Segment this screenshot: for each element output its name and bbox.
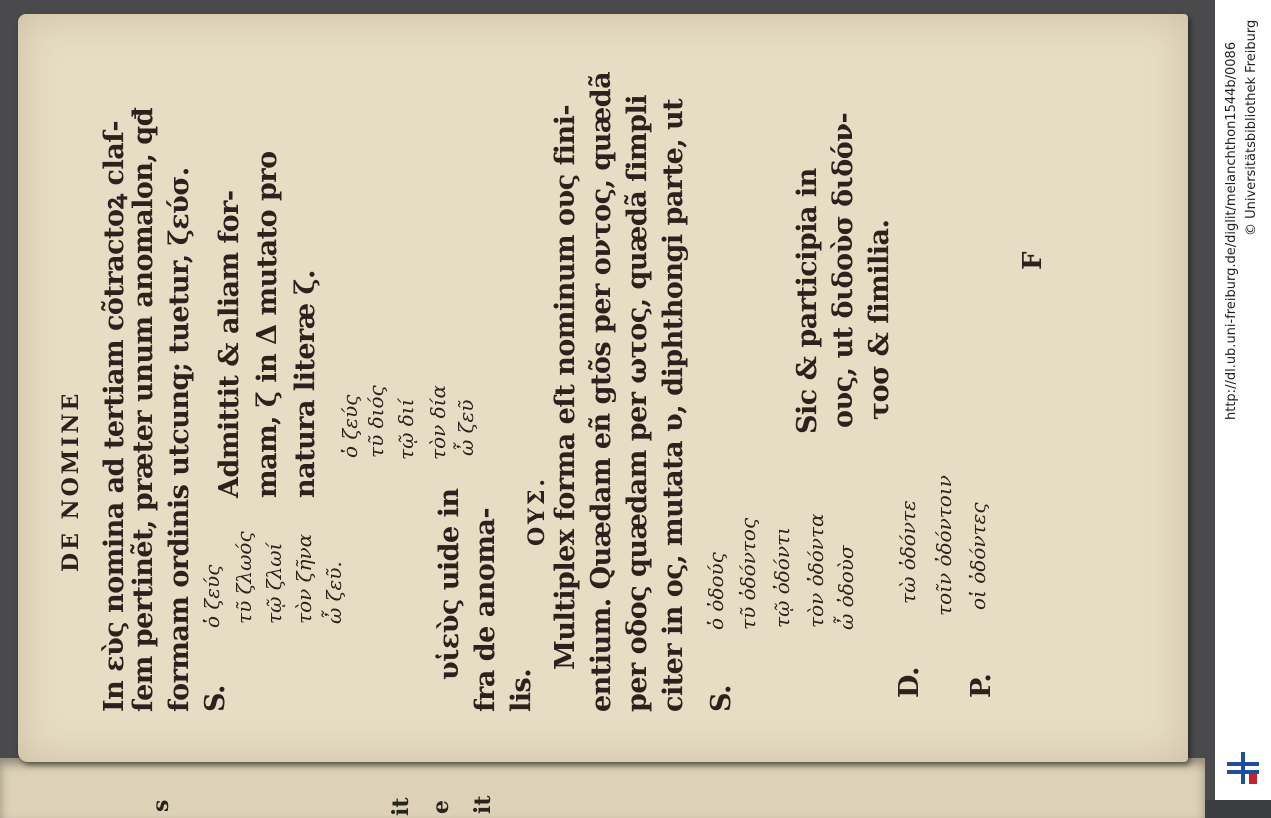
greek-form: τῦ διός (364, 385, 388, 458)
greek-form: ὦ ζεῦ. (322, 561, 346, 624)
facing-fragment: it (388, 797, 414, 816)
case-label-p: P. (966, 673, 997, 698)
greek-form: τῦ ὀδόντος (736, 517, 760, 630)
case-label-d: D. (894, 667, 925, 698)
section-heading: ΟΥΣ. (524, 475, 550, 546)
text-line: mam, ζ in Δ mutato pro (252, 151, 283, 498)
library-sidebar (1215, 0, 1271, 800)
text-line: per οδος quædam per ωτος, quædã ſimpli (622, 95, 653, 712)
text-line: fra de anoma- (470, 507, 501, 712)
text-line: natura literæ ζ. (290, 270, 321, 498)
source-url[interactable]: http://dl.ub.uni-freiburg.de/diglit/melanchthon1544b/0086 (1224, 41, 1239, 420)
greek-form: ὦ ζεῦ (454, 399, 478, 456)
text-line: entium. Quædam eñ gtõs per οντος, quædã (586, 71, 617, 712)
text-line: Admittit & aliam for- (214, 190, 245, 498)
case-label-s: S. (706, 685, 737, 712)
greek-form: τῷ ὀδόντι (770, 527, 794, 628)
text-line-1: In εὺς nomina ad tertiam cõtractoꝝ claſ- (99, 120, 130, 712)
greek-form: τὸν ὀδόντα (804, 513, 828, 628)
signature-mark: F (1018, 251, 1048, 270)
text-line: citer in ος, mutata υ, diphthongi parte, ut (658, 98, 689, 712)
greek-form: τὸν ζῆνα (292, 533, 316, 624)
running-head: DE NOMINE (58, 390, 84, 572)
text-line-3: formam ordinis utcunq; tuetur, ζεύσ. (164, 167, 195, 712)
text-line-2: ſem pertinẽt, præter unum anomalon, qđ (128, 107, 159, 712)
greek-form: τῷ διί (394, 398, 418, 460)
greek-form: τοῖν ὀδόντοιν (932, 475, 956, 616)
greek-form: ὁ ζεύς (200, 564, 224, 628)
text-line: υἱεὺς uide in (434, 488, 465, 680)
greek-form: οἱ ὀδόντες (966, 502, 990, 610)
greek-form: τὼ ὀδόντε (896, 500, 920, 604)
greek-form: ὦ ὀδοὺσ (834, 545, 858, 630)
copyright-notice: © Universitätsbibliothek Freiburg (1244, 19, 1259, 236)
text-line: Multiplex forma eſt nominum ους fini- (550, 104, 581, 670)
text-line: lis. (506, 668, 537, 712)
text-line: ους, ut διδοὺσ διδόν- (828, 112, 859, 428)
facing-fragment: e (428, 800, 454, 814)
greek-form: τῷ ζλωί (262, 542, 286, 624)
greek-form: ὁ ὀδούς (704, 552, 728, 630)
text-line: Sic & participia in (792, 168, 823, 434)
greek-form: τῦ ζλωός (232, 531, 256, 624)
facing-page-edge (0, 758, 1205, 818)
case-label-s: S. (200, 685, 231, 712)
library-logo-icon (1223, 748, 1263, 788)
text-line: τοσ & ſimilia. (864, 219, 895, 420)
greek-form: ὁ ζεύς (338, 394, 362, 458)
facing-fragment: it (470, 795, 496, 814)
facing-fragment: s (148, 799, 174, 812)
greek-form: τὸν δία (426, 384, 450, 460)
